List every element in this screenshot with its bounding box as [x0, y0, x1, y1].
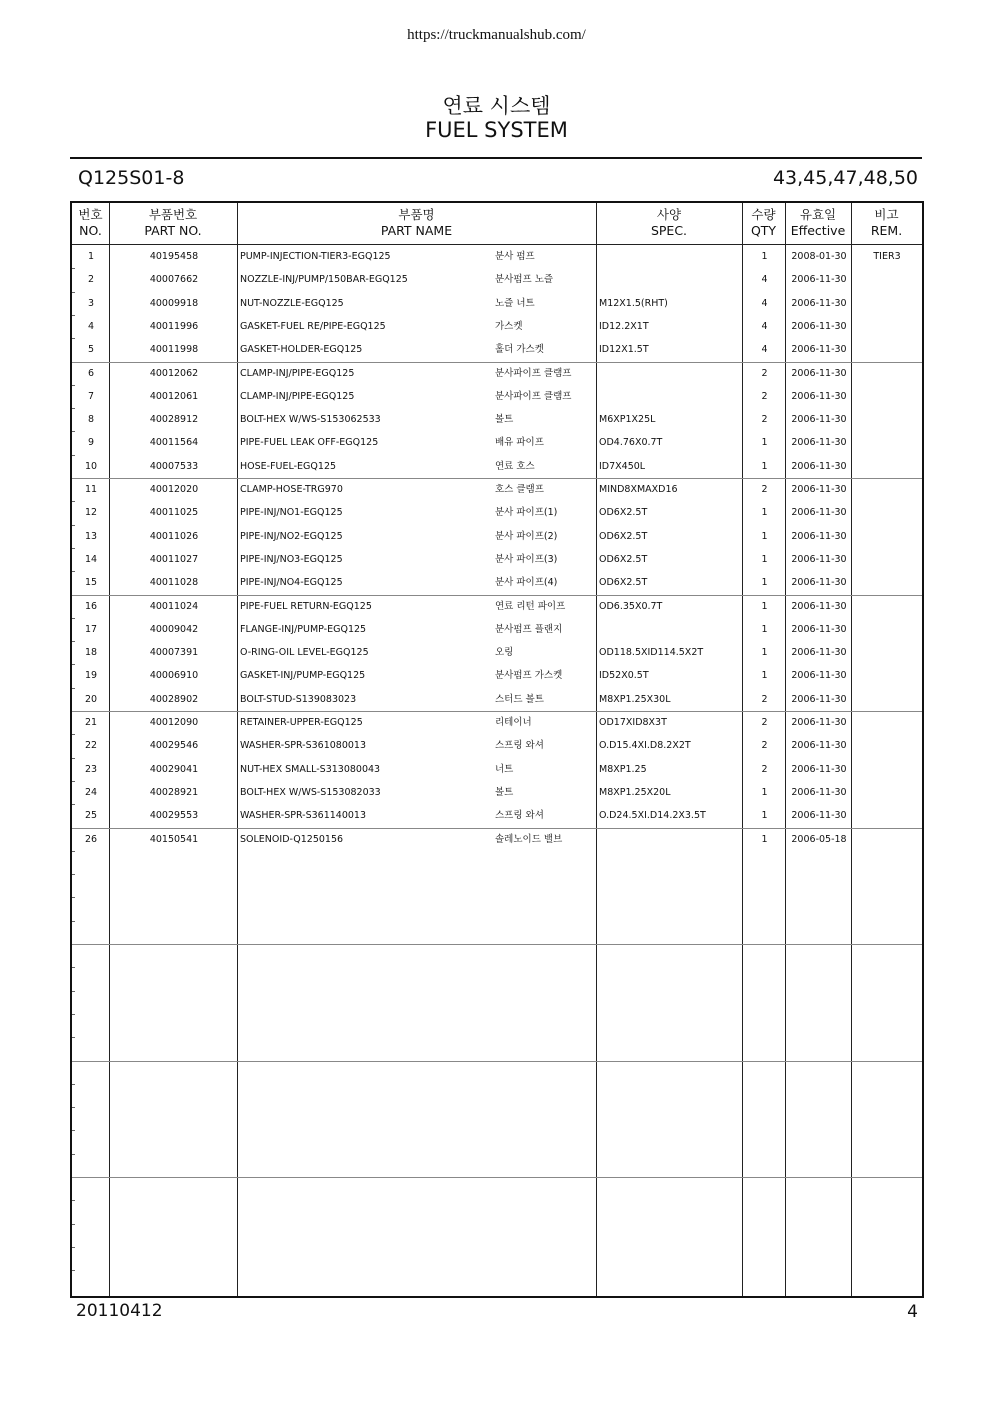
cell-effective: 2006-11-30: [791, 367, 847, 379]
cell-qty: 2: [761, 740, 768, 752]
cell-spec: M8XP1.25X20L: [599, 786, 671, 798]
cell-effective: 2006-11-30: [791, 390, 847, 402]
cell-part-name-korean: 스프링 와셔: [495, 740, 544, 752]
cell-part-name-korean: 연료 리턴 파이프: [495, 600, 566, 612]
cell-part-name-korean: 스프링 와셔: [495, 810, 544, 822]
cell-qty: 1: [761, 647, 768, 659]
row-tick: [72, 1154, 75, 1155]
cell-effective: 2006-11-30: [791, 647, 847, 659]
cell-part-no: 40195458: [149, 251, 199, 262]
cell-effective: 2006-11-30: [791, 717, 847, 728]
cell-part-no: 40009042: [149, 623, 199, 635]
cell-no: 3: [87, 297, 95, 309]
cell-part-no: 40011028: [149, 577, 199, 589]
cell-part-name-korean: 분사펌프 가스켓: [495, 670, 563, 682]
cell-part-name: PIPE-FUEL RETURN-EGQ125: [240, 600, 372, 612]
cell-spec: OD6X2.5T: [599, 577, 648, 589]
cell-no: 13: [84, 530, 98, 542]
cell-spec: MIND8XMAXD16: [599, 484, 678, 495]
cell-part-no: 40011996: [149, 320, 199, 332]
row-tick: [72, 1014, 75, 1015]
cell-qty: 2: [761, 390, 768, 402]
row-group-divider: [72, 1177, 922, 1178]
row-group-divider: [72, 1061, 922, 1062]
cell-spec: OD6X2.5T: [599, 507, 648, 519]
cell-no: 17: [84, 623, 98, 635]
cell-effective: 2006-05-18: [791, 833, 847, 845]
header-part-name: 부품명 PART NAME: [380, 207, 453, 238]
row-tick: [72, 967, 75, 968]
cell-spec: O.D15.4XI.D8.2X2T: [599, 740, 691, 752]
cell-qty: 1: [761, 530, 768, 542]
cell-no: 6: [87, 367, 95, 379]
table-row: [72, 548, 922, 571]
cell-part-name: NUT-NOZZLE-EGQ125: [240, 297, 344, 309]
cell-effective: 2006-11-30: [791, 740, 847, 752]
cell-part-no: 40007391: [149, 647, 199, 659]
cell-qty: 4: [761, 297, 768, 309]
page-title-korean: 연료 시스템: [442, 94, 551, 118]
cell-spec: OD17XID8X3T: [599, 717, 667, 728]
cell-effective: 2006-11-30: [791, 577, 847, 589]
cell-part-name: PIPE-INJ/NO4-EGQ125: [240, 577, 343, 589]
cell-spec: M12X1.5(RHT): [599, 297, 668, 309]
table-row: [72, 408, 922, 431]
cell-part-no: 40028921: [149, 786, 199, 798]
table-row: [72, 315, 922, 338]
cell-part-name: NUT-HEX SMALL-S313080043: [240, 763, 381, 775]
cell-part-name-korean: 분사파이프 클램프: [495, 367, 572, 379]
parts-table: [70, 201, 924, 1298]
row-tick: [72, 1200, 75, 1201]
cell-no: 10: [84, 460, 98, 472]
row-tick: [72, 1107, 75, 1108]
row-tick: [72, 1224, 75, 1225]
cell-part-name-korean: 가스켓: [495, 320, 523, 332]
cell-part-no: 40007533: [149, 460, 199, 472]
cell-effective: 2008-01-30: [791, 251, 847, 262]
table-row: [72, 781, 922, 804]
cell-qty: 1: [761, 833, 768, 845]
cell-qty: 2: [761, 717, 768, 728]
cell-no: 25: [84, 810, 98, 822]
table-row: [72, 758, 922, 781]
table-row: [72, 571, 922, 594]
cell-part-no: 40012061: [149, 390, 199, 402]
cell-no: 8: [87, 414, 95, 426]
cell-part-name-korean: 분사펌프 플랜지: [495, 623, 563, 635]
cell-spec: M6XP1X25L: [599, 414, 656, 426]
cell-no: 18: [84, 647, 98, 659]
cell-part-name-korean: 분사 펌프: [495, 251, 535, 262]
cell-spec: M8XP1.25: [599, 763, 647, 775]
cell-part-name: BOLT-STUD-S139083023: [240, 693, 357, 705]
cell-part-name: GASKET-INJ/PUMP-EGQ125: [240, 670, 366, 682]
cell-no: 7: [87, 390, 95, 402]
cell-no: 14: [84, 553, 98, 565]
cell-part-name: HOSE-FUEL-EGQ125: [240, 460, 337, 472]
cell-part-name-korean: 분사 파이프(2): [495, 530, 558, 542]
cell-effective: 2006-11-30: [791, 623, 847, 635]
table-row: [72, 641, 922, 664]
cell-part-name-korean: 볼트: [495, 414, 514, 426]
cell-effective: 2006-11-30: [791, 297, 847, 309]
cell-no: 2: [87, 274, 95, 286]
cell-qty: 2: [761, 763, 768, 775]
cell-part-no: 40012020: [149, 484, 199, 495]
table-row: [72, 245, 922, 268]
cell-spec: OD6X2.5T: [599, 553, 648, 565]
revision-date: 20110412: [76, 1301, 163, 1321]
cell-effective: 2006-11-30: [791, 600, 847, 612]
cell-no: 26: [84, 833, 98, 845]
row-tick: [72, 1270, 75, 1271]
header-rule: [70, 157, 922, 159]
cell-no: 9: [87, 437, 95, 449]
cell-part-name-korean: 리테이너: [495, 717, 532, 728]
table-row: [72, 595, 922, 618]
cell-part-name-korean: 분사파이프 클램프: [495, 390, 572, 402]
cell-part-name: CLAMP-INJ/PIPE-EGQ125: [240, 390, 355, 402]
cell-part-name-korean: 스터드 볼트: [495, 693, 544, 705]
cell-spec: M8XP1.25X30L: [599, 693, 671, 705]
cell-no: 21: [84, 717, 98, 728]
cell-part-name: CLAMP-HOSE-TRG970: [240, 484, 343, 495]
cell-effective: 2006-11-30: [791, 484, 847, 495]
table-row: [72, 664, 922, 687]
cell-qty: 2: [761, 367, 768, 379]
related-pages: 43,45,47,48,50: [772, 167, 918, 189]
table-row: [72, 385, 922, 408]
header-spec: 사양 SPEC.: [650, 207, 688, 238]
table-row: [72, 292, 922, 315]
cell-part-name: SOLENOID-Q1250156: [240, 833, 344, 845]
cell-no: 4: [87, 320, 95, 332]
cell-part-name: BOLT-HEX W/WS-S153082033: [240, 786, 381, 798]
cell-part-name-korean: 오링: [495, 647, 514, 659]
cell-part-name: RETAINER-UPPER-EGQ125: [240, 717, 363, 728]
cell-spec: OD118.5XID114.5X2T: [599, 647, 704, 659]
cell-part-no: 40028912: [149, 414, 199, 426]
cell-effective: 2006-11-30: [791, 344, 847, 356]
cell-part-no: 40029041: [149, 763, 199, 775]
cell-no: 5: [87, 344, 95, 356]
cell-effective: 2006-11-30: [791, 460, 847, 472]
cell-part-name-korean: 호스 클램프: [495, 484, 544, 495]
cell-part-no: 40011564: [149, 437, 199, 449]
cell-qty: 1: [761, 553, 768, 565]
cell-qty: 2: [761, 484, 768, 495]
cell-qty: 1: [761, 670, 768, 682]
cell-effective: 2006-11-30: [791, 320, 847, 332]
cell-part-name-korean: 분사 파이프(4): [495, 577, 558, 589]
row-group-divider: [72, 944, 922, 945]
cell-part-name: PUMP-INJECTION-TIER3-EGQ125: [240, 251, 391, 262]
table-row: [72, 362, 922, 385]
cell-effective: 2006-11-30: [791, 507, 847, 519]
cell-part-name: PIPE-INJ/NO3-EGQ125: [240, 553, 343, 565]
cell-part-name: GASKET-HOLDER-EGQ125: [240, 344, 363, 356]
cell-no: 15: [84, 577, 98, 589]
cell-part-name-korean: 노즐 너트: [495, 297, 535, 309]
cell-part-no: 40028902: [149, 693, 199, 705]
row-tick: [72, 874, 75, 875]
cell-part-name: GASKET-FUEL RE/PIPE-EGQ125: [240, 320, 386, 332]
cell-part-name: CLAMP-INJ/PIPE-EGQ125: [240, 367, 355, 379]
cell-part-no: 40011026: [149, 530, 199, 542]
row-tick: [72, 991, 75, 992]
cell-part-name: PIPE-INJ/NO2-EGQ125: [240, 530, 343, 542]
cell-no: 24: [84, 786, 98, 798]
cell-part-name: O-RING-OIL LEVEL-EGQ125: [240, 647, 369, 659]
cell-no: 22: [84, 740, 98, 752]
row-tick: [72, 921, 75, 922]
cell-part-no: 40011998: [149, 344, 199, 356]
cell-remarks: TIER3: [873, 251, 901, 262]
table-row: [72, 431, 922, 454]
header-no: 번호 NO.: [78, 207, 103, 238]
cell-part-no: 40012062: [149, 367, 199, 379]
cell-effective: 2006-11-30: [791, 786, 847, 798]
cell-part-no: 40007662: [149, 274, 199, 286]
cell-part-name: PIPE-FUEL LEAK OFF-EGQ125: [240, 437, 379, 449]
cell-spec: ID12.2X1T: [599, 320, 649, 332]
cell-qty: 4: [761, 344, 768, 356]
cell-qty: 1: [761, 577, 768, 589]
cell-part-no: 40011024: [149, 600, 199, 612]
cell-qty: 1: [761, 810, 768, 822]
table-row: [72, 501, 922, 524]
table-row: [72, 734, 922, 757]
cell-effective: 2006-11-30: [791, 763, 847, 775]
cell-part-name: WASHER-SPR-S361080013: [240, 740, 367, 752]
page-title-english: FUEL SYSTEM: [425, 118, 568, 142]
cell-spec: OD4.76X0.7T: [599, 437, 663, 449]
cell-part-name-korean: 볼트: [495, 786, 514, 798]
cell-part-name-korean: 솔레노이드 밸브: [495, 833, 563, 845]
cell-no: 16: [84, 600, 98, 612]
cell-effective: 2006-11-30: [791, 693, 847, 705]
cell-qty: 1: [761, 600, 768, 612]
cell-part-name: WASHER-SPR-S361140013: [240, 810, 367, 822]
cell-effective: 2006-11-30: [791, 414, 847, 426]
cell-part-name: PIPE-INJ/NO1-EGQ125: [240, 507, 343, 519]
table-row: [72, 478, 922, 501]
cell-part-name-korean: 분사 파이프(3): [495, 553, 558, 565]
row-tick: [72, 1084, 75, 1085]
cell-part-name-korean: 연료 호스: [495, 460, 535, 472]
cell-spec: ID7X450L: [599, 460, 646, 472]
header-effective: 유효일 Effective: [790, 207, 846, 238]
row-tick: [72, 1130, 75, 1131]
row-tick: [72, 1247, 75, 1248]
cell-part-name: FLANGE-INJ/PUMP-EGQ125: [240, 623, 367, 635]
cell-part-name-korean: 배유 파이프: [495, 437, 544, 449]
cell-part-name: BOLT-HEX W/WS-S153062533: [240, 414, 381, 426]
cell-part-no: 40006910: [149, 670, 199, 682]
row-tick: [72, 897, 75, 898]
cell-qty: 1: [761, 437, 768, 449]
cell-qty: 1: [761, 460, 768, 472]
cell-part-name: NOZZLE-INJ/PUMP/150BAR-EGQ125: [240, 274, 408, 286]
cell-qty: 1: [761, 786, 768, 798]
row-tick: [72, 851, 75, 852]
cell-part-no: 40011027: [149, 553, 199, 565]
table-row: [72, 804, 922, 827]
table-row: [72, 455, 922, 478]
cell-qty: 4: [761, 320, 768, 332]
header-part-no: 부품번호 PART NO.: [144, 207, 202, 238]
cell-spec: ID52X0.5T: [599, 670, 649, 682]
cell-no: 19: [84, 670, 98, 682]
table-row: [72, 828, 922, 851]
cell-part-name-korean: 홀더 가스켓: [495, 344, 544, 356]
cell-part-name-korean: 분사 파이프(1): [495, 507, 558, 519]
cell-qty: 2: [761, 414, 768, 426]
cell-part-no: 40029553: [149, 810, 199, 822]
cell-no: 1: [87, 251, 95, 262]
table-row: [72, 525, 922, 548]
cell-part-no: 40150541: [149, 833, 199, 845]
table-row: [72, 338, 922, 361]
cell-spec: OD6X2.5T: [599, 530, 648, 542]
source-url[interactable]: https://truckmanualshub.com/: [407, 27, 586, 43]
header-qty: 수량 QTY: [750, 207, 777, 238]
cell-no: 20: [84, 693, 98, 705]
cell-no: 12: [84, 507, 98, 519]
cell-qty: 2: [761, 693, 768, 705]
cell-qty: 1: [761, 251, 768, 262]
cell-part-no: 40029546: [149, 740, 199, 752]
table-row: [72, 268, 922, 291]
cell-effective: 2006-11-30: [791, 530, 847, 542]
cell-no: 11: [84, 484, 98, 495]
cell-part-no: 40009918: [149, 297, 199, 309]
table-row: [72, 618, 922, 641]
cell-effective: 2006-11-30: [791, 553, 847, 565]
cell-effective: 2006-11-30: [791, 670, 847, 682]
cell-no: 23: [84, 763, 98, 775]
cell-effective: 2006-11-30: [791, 810, 847, 822]
cell-qty: 4: [761, 274, 768, 286]
page-number: 4: [907, 1302, 918, 1322]
cell-part-no: 40011025: [149, 507, 199, 519]
cell-spec: OD6.35X0.7T: [599, 600, 663, 612]
cell-spec: O.D24.5XI.D14.2X3.5T: [599, 810, 706, 822]
header-remarks: 비고 REM.: [870, 207, 903, 238]
cell-part-name-korean: 너트: [495, 763, 514, 775]
table-row: [72, 711, 922, 734]
cell-part-name-korean: 분사펌프 노즐: [495, 274, 554, 286]
row-tick: [72, 1037, 75, 1038]
cell-effective: 2006-11-30: [791, 274, 847, 286]
table-row: [72, 688, 922, 711]
cell-qty: 1: [761, 623, 768, 635]
cell-spec: ID12X1.5T: [599, 344, 649, 356]
cell-part-no: 40012090: [149, 717, 199, 728]
cell-effective: 2006-11-30: [791, 437, 847, 449]
cell-qty: 1: [761, 507, 768, 519]
model-code: Q125S01-8: [78, 167, 185, 189]
